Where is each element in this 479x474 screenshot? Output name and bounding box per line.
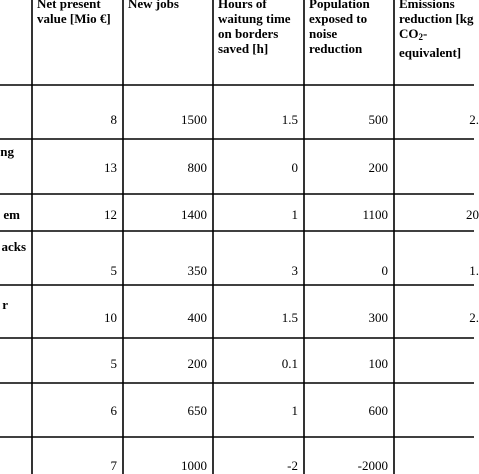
cell-hours: 1.5 (281, 310, 298, 325)
row-label-5: r (2, 297, 8, 312)
cell-emissions: 1. (469, 263, 479, 278)
header-noise (309, 0, 370, 56)
co2-subscript: 2 (418, 32, 423, 42)
header-noise-line-4: reduction (309, 41, 363, 56)
cell-noise: 500 (368, 112, 388, 127)
header-noise-line-1: Population (309, 0, 370, 11)
header-jobs-line-1: New jobs (128, 0, 179, 11)
cell-npv: 5 (110, 263, 117, 278)
header-npv-line-2: value [Mio €] (37, 11, 111, 26)
header-emissions-line-2: reduction [kg (399, 11, 474, 26)
cell-noise: 0 (381, 263, 388, 278)
cell-npv: 12 (104, 207, 117, 222)
cell-noise: 100 (368, 356, 388, 371)
cell-emissions: 2. (469, 112, 479, 127)
header-emissions-line-1: Emissions (399, 0, 455, 11)
cell-hours: 1.5 (281, 112, 298, 127)
cell-noise: 600 (368, 403, 388, 418)
header-emissions (399, 0, 474, 60)
cell-jobs: 800 (187, 160, 207, 175)
cell-jobs: 200 (187, 356, 207, 371)
cell-jobs: 1500 (181, 112, 207, 127)
cell-npv: 13 (104, 160, 117, 175)
row-label-3: em (3, 207, 20, 222)
cell-jobs: 650 (187, 403, 207, 418)
cell-hours: 1 (291, 207, 298, 222)
header-npv (37, 0, 111, 26)
cell-npv: 10 (104, 310, 117, 325)
cell-npv: 8 (110, 112, 117, 127)
header-hours-line-2: waitung time (218, 11, 291, 26)
cell-hours: -2 (287, 458, 298, 473)
cell-noise: 200 (368, 160, 388, 175)
cell-npv: 7 (110, 458, 117, 473)
header-noise-line-2: exposed to (309, 11, 368, 26)
header-jobs (128, 0, 179, 11)
header-hours-line-4: saved [h] (218, 41, 269, 56)
row-label-4: acks (1, 239, 26, 254)
cell-emissions: 20 (466, 207, 479, 222)
cell-emissions: 2. (469, 310, 479, 325)
header-emissions-line-3 (399, 26, 474, 45)
header-hours-line-1: Hours of (218, 0, 267, 11)
header-hours (218, 0, 291, 56)
header-hours-line-3: on borders (218, 26, 279, 41)
co2-dash: - (423, 26, 428, 41)
cell-noise: 1100 (362, 207, 388, 222)
header-npv-line-1: Net present (37, 0, 101, 11)
cell-noise: 300 (368, 310, 388, 325)
header-emissions-line-4: equivalent] (399, 45, 462, 60)
header-noise-line-3: noise (309, 26, 338, 41)
co2-text: CO (399, 26, 419, 41)
cell-npv: 6 (110, 403, 117, 418)
cell-npv: 5 (110, 356, 117, 371)
cell-jobs: 350 (187, 263, 207, 278)
cell-hours: 0 (291, 160, 298, 175)
row-label-2: ng (0, 144, 14, 159)
cell-jobs: 1400 (181, 207, 207, 222)
cell-jobs: 1000 (181, 458, 207, 473)
cell-noise: -2000 (357, 458, 388, 473)
cell-jobs: 400 (187, 310, 207, 325)
cell-hours: 0.1 (281, 356, 298, 371)
cell-hours: 1 (291, 403, 298, 418)
cell-hours: 3 (291, 263, 298, 278)
